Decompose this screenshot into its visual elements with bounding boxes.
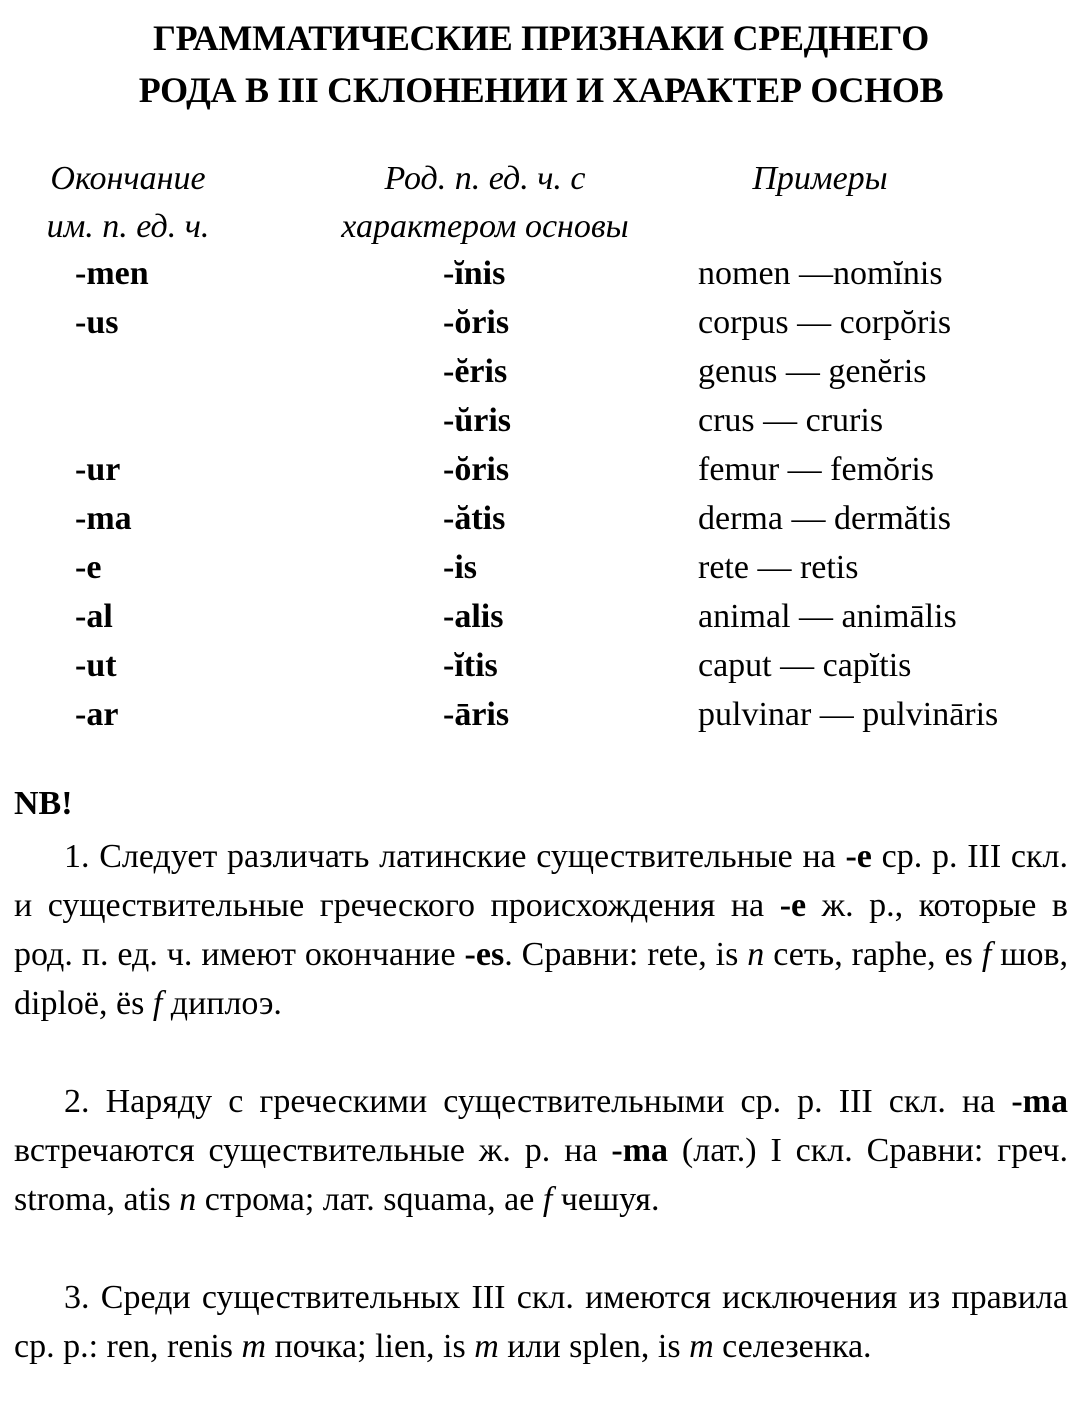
example-cell: nomen —nomĭnis (698, 255, 943, 292)
header-ending-line-2: им. п. ед. ч. (46, 208, 210, 245)
note-1 (14, 832, 1068, 1028)
endings-table (0, 249, 1082, 739)
note-bold: -e (845, 838, 872, 875)
note-text: . Сравни: rete, is (504, 936, 748, 973)
example-cell: caput — capĭtis (698, 647, 912, 684)
example-cell: crus — cruris (698, 402, 884, 439)
note-italic: m (689, 1328, 714, 1365)
header-ending (8, 155, 248, 251)
note-text: ж. р., которые в род. п. ед. ч. имеют окончание (14, 887, 1068, 973)
note-text: 1. Следует различать латинские существительные на (64, 838, 846, 875)
note-italic: f (152, 985, 163, 1022)
example-cell: derma — dermătis (698, 500, 952, 537)
ending-cell: -e (75, 549, 102, 586)
note-text: строма; лат. squama, ae (196, 1181, 543, 1218)
header-genitive-line-2: характером основы (341, 208, 629, 245)
note-3 (14, 1273, 1068, 1371)
note-text: селезенка. (713, 1328, 872, 1365)
note-italic: m (474, 1328, 499, 1365)
genitive-cell: -ĕris (443, 353, 508, 390)
note-italic: f (542, 1181, 553, 1218)
header-ending-line-1: Окончание (50, 160, 206, 197)
note-italic: f (981, 936, 992, 973)
title-line-1: ГРАММАТИЧЕСКИЕ ПРИЗНАКИ СРЕДНЕГО (153, 18, 929, 58)
genitive-cell: -ătis (443, 500, 506, 537)
note-text: чешуя. (552, 1181, 660, 1218)
note-text: 3. Среди существительных III скл. имеются исключения из правила ср. р.: ren, renis (14, 1279, 1068, 1365)
table-row (0, 347, 1082, 396)
note-bold: -es (464, 936, 505, 973)
table-row (0, 249, 1082, 298)
header-examples-line-1: Примеры (752, 160, 888, 197)
table-row (0, 445, 1082, 494)
note-text: диплоэ. (162, 985, 282, 1022)
ending-cell: -men (75, 255, 149, 292)
note-bold: -e (779, 887, 807, 924)
ending-cell: -ur (75, 451, 121, 488)
example-cell: corpus — corpŏris (698, 304, 952, 341)
table-row (0, 543, 1082, 592)
note-bold: -ma (1011, 1083, 1068, 1120)
example-cell: rete — retis (698, 549, 859, 586)
note-text: встречаются существительные ж. р. на (14, 1132, 612, 1169)
example-cell: genus — genĕris (698, 353, 927, 390)
table-row (0, 592, 1082, 641)
genitive-cell: -alis (443, 598, 504, 635)
ending-cell: -us (75, 304, 119, 341)
note-bold: -ma (611, 1132, 669, 1169)
example-cell: femur — femŏris (698, 451, 935, 488)
genitive-cell: -āris (443, 696, 510, 733)
note-text: шов, diploë, ës (14, 936, 1069, 1022)
note-text: ср. р. III скл. и существительные греческого происхождения на (14, 838, 1068, 924)
note-2 (14, 1077, 1068, 1224)
table-row (0, 396, 1082, 445)
ending-cell: -ma (75, 500, 132, 537)
ending-cell: -ut (75, 647, 117, 684)
table-row (0, 298, 1082, 347)
ending-cell: -ar (75, 696, 119, 733)
header-examples (690, 155, 950, 203)
nb-heading: NB! (14, 785, 73, 822)
header-genitive (290, 155, 680, 251)
note-text: или splen, is (498, 1328, 690, 1365)
example-cell: animal — animālis (698, 598, 957, 635)
genitive-cell: -ŭris (443, 402, 511, 439)
note-text: 2. Наряду с греческими существительными ср. р. III скл. на (64, 1083, 1012, 1120)
note-text: сеть, raphe, es (764, 936, 982, 973)
genitive-cell: -ŏris (443, 304, 510, 341)
table-row (0, 641, 1082, 690)
genitive-cell: -ŏris (443, 451, 510, 488)
genitive-cell: -is (443, 549, 477, 586)
page-title (0, 12, 1082, 116)
note-text: почка; lien, is (266, 1328, 475, 1365)
genitive-cell: -ĭnis (443, 255, 506, 292)
ending-cell: -al (75, 598, 113, 635)
note-text: (лат.) I скл. Сравни: греч. stroma, atis (14, 1132, 1068, 1218)
note-italic: m (241, 1328, 267, 1365)
table-row (0, 494, 1082, 543)
header-genitive-line-1: Род. п. ед. ч. с (384, 160, 586, 197)
genitive-cell: -ĭtis (443, 647, 498, 684)
table-row (0, 690, 1082, 739)
example-cell: pulvinar — pulvināris (698, 696, 999, 733)
note-italic: n (747, 936, 765, 973)
title-line-2: РОДА В III СКЛОНЕНИИ И ХАРАКТЕР ОСНОВ (138, 70, 944, 110)
note-italic: n (179, 1181, 197, 1218)
